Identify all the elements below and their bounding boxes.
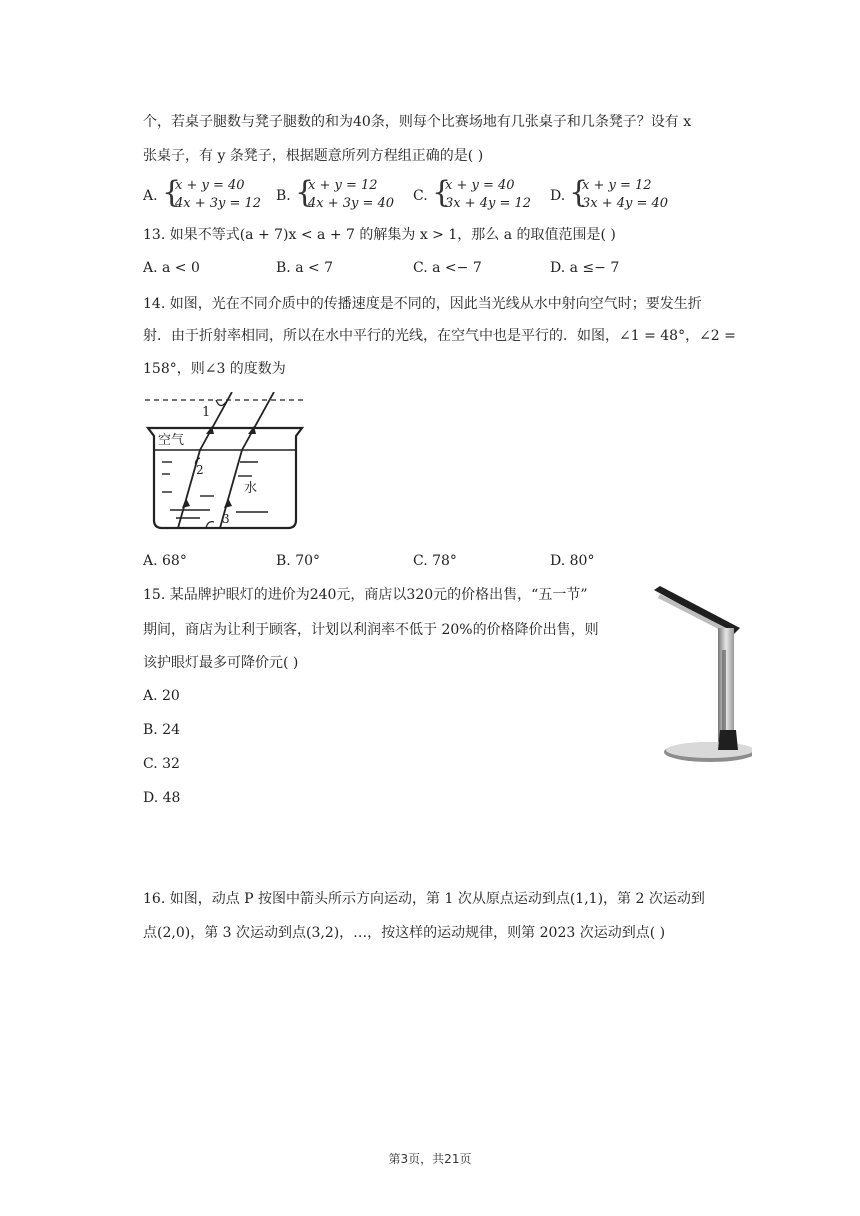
brace-icon: { [569,175,589,210]
water-label: 水 [244,481,258,496]
q15-option-a: A. 20 [143,688,180,704]
equation-2: 3x + 4y = 12 [445,196,532,211]
q14-stem-line1: 14. 如图，光在不同介质中的传播速度是不同的，因此当光线从水中射向空气时；要发生折 [143,296,702,312]
equation-2: 4x + 3y = 40 [308,196,395,211]
brace-icon: { [295,175,315,210]
brace-icon: { [432,175,452,210]
q16-stem-line1: 16. 如图，动点 P 按图中箭头所示方向运动，第 1 次从原点运动到点(1,1)，第 2 次运动到 [143,891,705,907]
option-label: A. [143,188,158,204]
q15-stem-line2: 期间，商店为让利于顾客，计划以利润率不低于 20%的价格降价出售，则 [143,622,599,638]
option-label: C. [413,188,428,204]
equation-2: 3x + 4y = 40 [582,196,669,211]
q14-option-d: D. 80° [550,553,595,569]
q13-option-b: B. a < 7 [276,260,334,276]
q15-option-b: B. 24 [143,722,181,738]
q13-option-c: C. a <− 7 [413,260,482,276]
angle-1-label: 1 [202,405,211,420]
page-footer: 第3页，共21页 [388,1152,472,1166]
equation-2: 4x + 3y = 12 [175,196,262,211]
q14-option-a: A. 68° [143,553,187,569]
q12-stem-line1: 个，若桌子腿数与凳子腿数的和为40条，则每个比赛场地有几张桌子和几条凳子？设有 x [143,114,692,130]
q15-stem-line1: 15. 某品牌护眼灯的进价为240元，商店以320元的价格出售，“五一节” [143,587,588,603]
option-label: B. [276,188,291,204]
equation-1: x + y = 12 [582,178,652,193]
arrow-icon [182,498,190,508]
q12-stem-line2: 张桌子，有 y 条凳子，根据题意所列方程组正确的是( ) [143,148,484,164]
arrow-icon [224,498,232,508]
q16-stem-line2: 点(2,0)，第 3 次运动到点(3,2)，…，按这样的运动规律，则第 2023 次运动到点( ) [143,925,666,941]
desk-lamp-image [648,580,752,770]
equation-1: x + y = 12 [308,178,378,193]
q14-option-b: B. 70° [276,553,321,569]
brace-icon: { [162,175,182,210]
angle-3-label: 3 [222,512,230,526]
angle-2-label: 2 [196,463,204,477]
equation-1: x + y = 40 [175,178,245,193]
q15-option-d: D. 48 [143,790,181,806]
q14-stem-line3: 158°，则∠3 的度数为 [143,361,286,377]
air-label: 空气 [158,433,185,448]
q14-option-c: C. 78° [413,553,457,569]
equation-1: x + y = 40 [445,178,515,193]
q13-option-a: A. a < 0 [143,260,200,276]
q15-stem-line3: 该护眼灯最多可降价元( ) [143,655,299,671]
q14-stem-line2: 射．由于折射率相同，所以在水中平行的光线，在空气中也是平行的．如图，∠1 = 48°，∠2 = [143,328,736,344]
q15-option-c: C. 32 [143,756,180,772]
refraction-figure [140,392,310,537]
option-label: D. [550,188,566,204]
q13-stem: 13. 如果不等式(a + 7)x < a + 7 的解集为 x > 1，那么 a 的取值范围是( ) [143,227,616,243]
q13-option-d: D. a ≤− 7 [550,260,620,276]
